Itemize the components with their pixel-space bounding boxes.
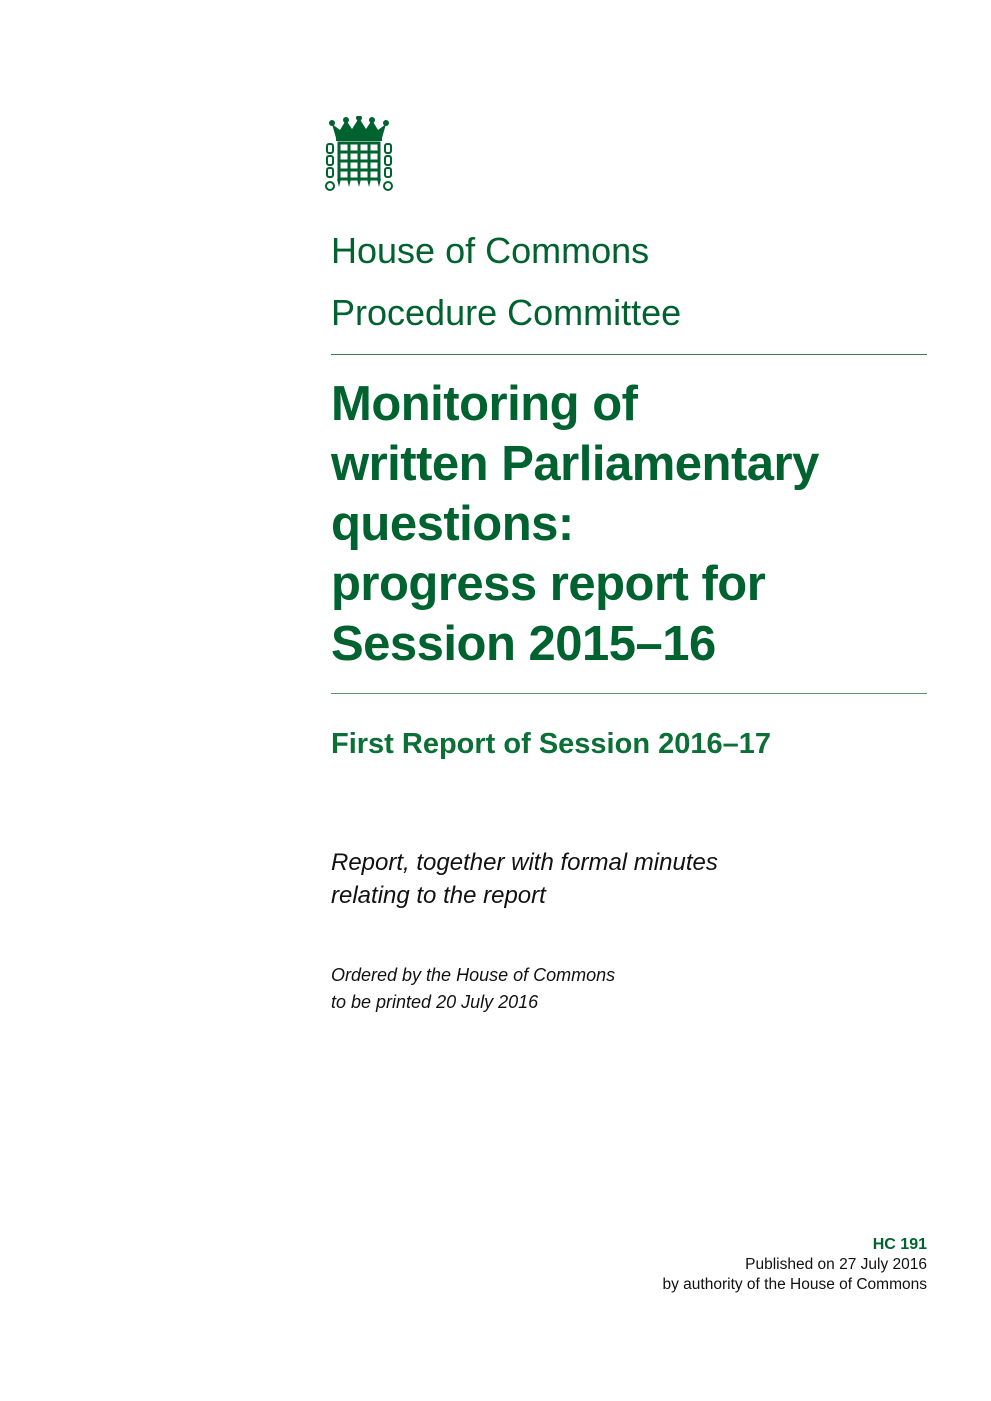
report-description: [331, 846, 718, 912]
publication-info: [663, 1235, 928, 1295]
portcullis-crown-icon: [322, 116, 396, 196]
ordered-line: Ordered by the House of Commons: [331, 965, 616, 985]
committee-name: Procedure Committee: [331, 292, 682, 333]
publication-authority: by authority of the House of Commons: [662, 1276, 927, 1293]
divider-top: [331, 354, 927, 355]
hc-number: HC 191: [872, 1236, 927, 1253]
report-title: [331, 374, 931, 674]
order-to-print: [331, 962, 615, 1016]
title-line: Session 2015–16: [331, 617, 716, 671]
organisation-name: [331, 220, 681, 344]
title-line: questions:: [331, 497, 574, 551]
ordered-line: to be printed 20 July 2016: [331, 992, 539, 1012]
description-line: Report, together with formal minutes: [331, 849, 718, 876]
divider-bottom: [331, 693, 927, 694]
description-line: relating to the report: [331, 882, 546, 909]
title-line: Monitoring of: [331, 377, 638, 431]
report-subtitle: First Report of Session 2016–17: [331, 728, 771, 760]
published-date: Published on 27 July 2016: [745, 1256, 927, 1273]
house-name: House of Commons: [331, 230, 650, 271]
title-line: written Parliamentary: [331, 437, 819, 491]
title-line: progress report for: [331, 557, 766, 611]
